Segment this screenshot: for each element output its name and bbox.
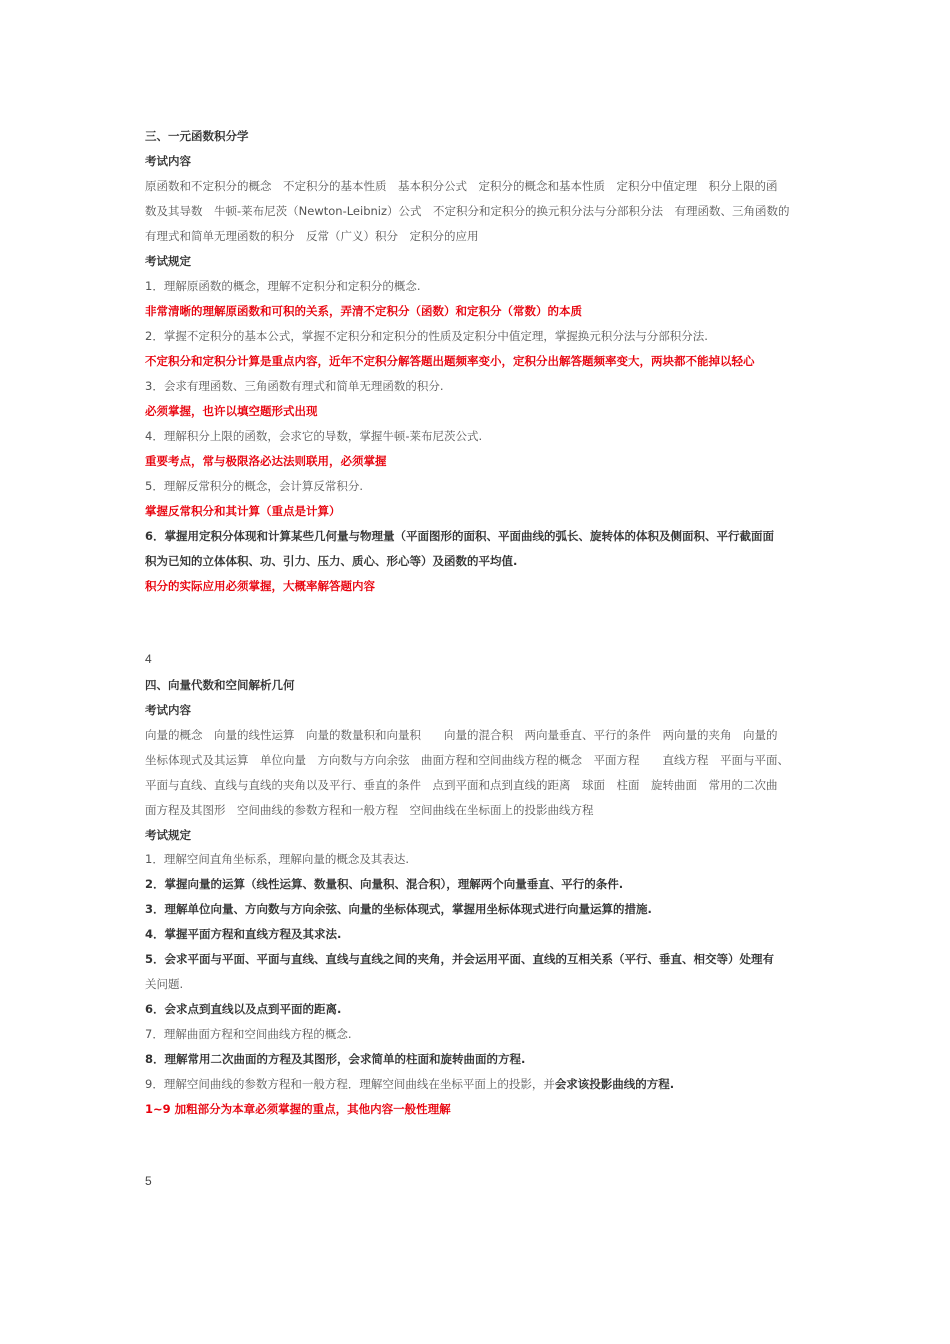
exam-content-heading: 考试内容 <box>145 154 191 168</box>
rule-item-bold: 会求该投影曲线的方程. <box>554 1077 675 1091</box>
rule-note: 不定积分和定积分计算是重点内容，近年不定积分解答题出题频率变小，定积分出解答题频率变大，两块都不能掉以轻心 <box>145 354 755 368</box>
page-number: 4 <box>145 652 152 666</box>
rule-item: 8．理解常用二次曲面的方程及其图形，会求简单的柱面和旋转曲面的方程. <box>145 1052 526 1066</box>
rule-item <box>145 1076 674 1092</box>
exam-content-line: 平面与直线、直线与直线的夹角以及平行、垂直的条件 点到平面和点到直线的距离 球面 柱面 旋转曲面 常用的二次曲 <box>145 778 778 792</box>
rule-item: 2．掌握向量的运算（线性运算、数量积、向量积、混合积），理解两个向量垂直、平行的条件. <box>145 877 624 891</box>
page-number: 5 <box>145 1174 152 1188</box>
exam-rules-heading: 考试规定 <box>145 828 191 842</box>
exam-content-line: 有理式和简单无理函数的积分 反常（广义）积分 定积分的应用 <box>145 229 479 243</box>
rule-note: 1~9 加粗部分为本章必须掌握的重点，其他内容一般性理解 <box>145 1102 451 1116</box>
rule-item: 2．掌握不定积分的基本公式，掌握不定积分和定积分的性质及定积分中值定理，掌握换元积分法与分部积分法. <box>145 329 708 343</box>
rule-note: 重要考点，常与极限洛必达法则联用，必须掌握 <box>145 454 387 468</box>
rule-note: 积分的实际应用必须掌握，大概率解答题内容 <box>145 579 375 593</box>
exam-content-line: 向量的概念 向量的线性运算 向量的数量积和向量积 向量的混合积 两向量垂直、平行的条件 两向量的夹角 向量的 <box>145 728 778 742</box>
exam-content-heading: 考试内容 <box>145 703 191 717</box>
rule-item: 1．理解原函数的概念，理解不定积分和定积分的概念. <box>145 279 421 293</box>
rule-item: 3．理解单位向量、方向数与方向余弦、向量的坐标体现式，掌握用坐标体现式进行向量运算的措施. <box>145 902 652 916</box>
exam-rules-heading: 考试规定 <box>145 254 191 268</box>
rule-item-continued: 积为已知的立体体积、功、引力、压力、质心、形心等）及函数的平均值. <box>145 554 518 568</box>
exam-content-line: 坐标体现式及其运算 单位向量 方向数与方向余弦 曲面方程和空间曲线方程的概念 平面方程 直线方程 平面与平面、 <box>145 753 789 767</box>
rule-note: 掌握反常积分和其计算（重点是计算） <box>145 504 341 518</box>
rule-note: 非常清晰的理解原函数和可积的关系，弄清不定积分（函数）和定积分（常数）的本质 <box>145 304 582 318</box>
rule-item: 3．会求有理函数、三角函数有理式和简单无理函数的积分. <box>145 379 444 393</box>
exam-content-line: 数及其导数 牛顿-莱布尼茨（Newton-Leibniz）公式 不定积分和定积分的换元积分法与分部积分法 有理函数、三角函数的 <box>145 204 790 218</box>
rule-note: 必须掌握，也许以填空题形式出现 <box>145 404 318 418</box>
rule-item: 6．掌握用定积分体现和计算某些几何量与物理量（平面图形的面积、平面曲线的弧长、旋转体的体积及侧面积、平行截面面 <box>145 529 774 543</box>
rule-item: 7．理解曲面方程和空间曲线方程的概念. <box>145 1027 352 1041</box>
rule-item: 1．理解空间直角坐标系，理解向量的概念及其表达. <box>145 852 409 866</box>
exam-content-line: 原函数和不定积分的概念 不定积分的基本性质 基本积分公式 定积分的概念和基本性质 定积分中值定理 积分上限的函 <box>145 179 778 193</box>
rule-item: 5．理解反常积分的概念，会计算反常积分. <box>145 479 363 493</box>
rule-item: 4．理解积分上限的函数，会求它的导数，掌握牛顿-莱布尼茨公式. <box>145 429 483 443</box>
section-title: 四、向量代数和空间解析几何 <box>145 678 295 692</box>
rule-item-plain: 9．理解空间曲线的参数方程和一般方程．理解空间曲线在坐标平面上的投影，并 <box>145 1077 555 1091</box>
rule-item: 5．会求平面与平面、平面与直线、直线与直线之间的夹角，并会运用平面、直线的互相关系（平行、垂直、相交等）处理有 <box>145 952 774 966</box>
rule-item-continued: 关问题. <box>145 977 184 991</box>
rule-item: 6．会求点到直线以及点到平面的距离. <box>145 1002 342 1016</box>
exam-content-line: 面方程及其图形 空间曲线的参数方程和一般方程 空间曲线在坐标面上的投影曲线方程 <box>145 803 594 817</box>
rule-item: 4．掌握平面方程和直线方程及其求法. <box>145 927 342 941</box>
section-title: 三、一元函数积分学 <box>145 129 249 143</box>
